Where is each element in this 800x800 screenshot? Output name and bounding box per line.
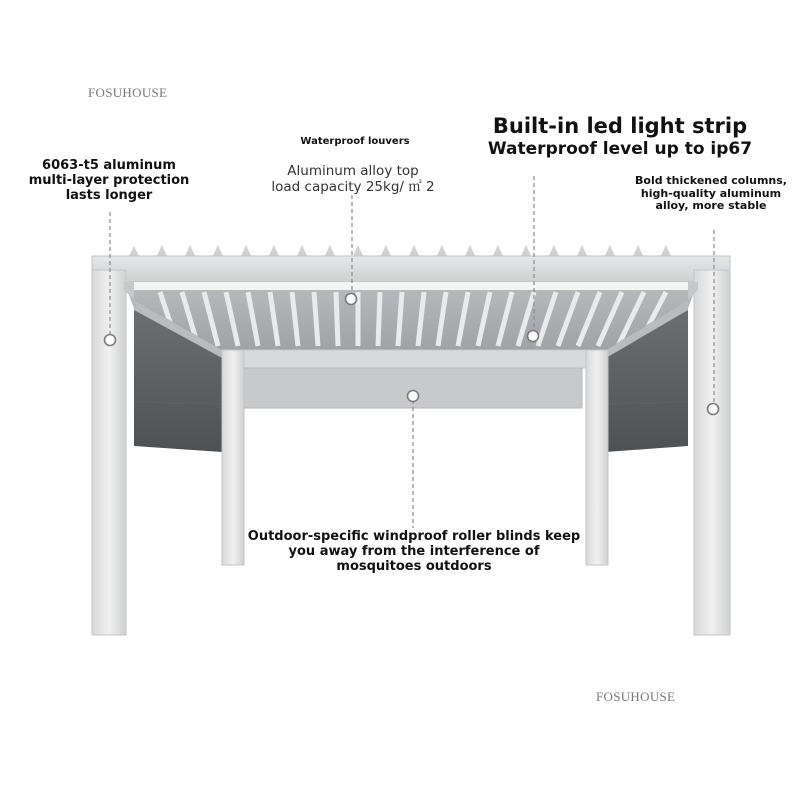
rear-beam <box>222 350 606 368</box>
brand-watermark-bottom: FOSUHOUSE <box>596 689 676 704</box>
roof-light-strip <box>124 282 698 290</box>
front-right-column <box>694 270 730 635</box>
front-left-column <box>92 270 126 635</box>
label-led-line1: Built-in led light strip <box>492 114 748 138</box>
label-bold-columns: Bold thickened columns, high-quality aluminum alloy, more stable <box>635 174 787 213</box>
label-aluminum-top: Aluminum alloy top load capacity 25kg/ ㎡ 2 <box>271 163 435 195</box>
label-roller-blinds: Outdoor-specific windproof roller blinds keep you away from the interference of mosquitoes outdoors <box>247 529 581 574</box>
brand-watermark-top: FOSUHOUSE <box>88 85 168 100</box>
label-led-line2: Waterproof level up to ip67 <box>487 139 753 160</box>
label-led-light-strip <box>470 114 770 160</box>
top-frame-beam <box>92 256 730 282</box>
label-waterproof-louvers: Waterproof louvers <box>300 136 410 147</box>
label-aluminum-protection: 6063-t5 aluminum multi-layer protection lasts longer <box>28 158 190 203</box>
